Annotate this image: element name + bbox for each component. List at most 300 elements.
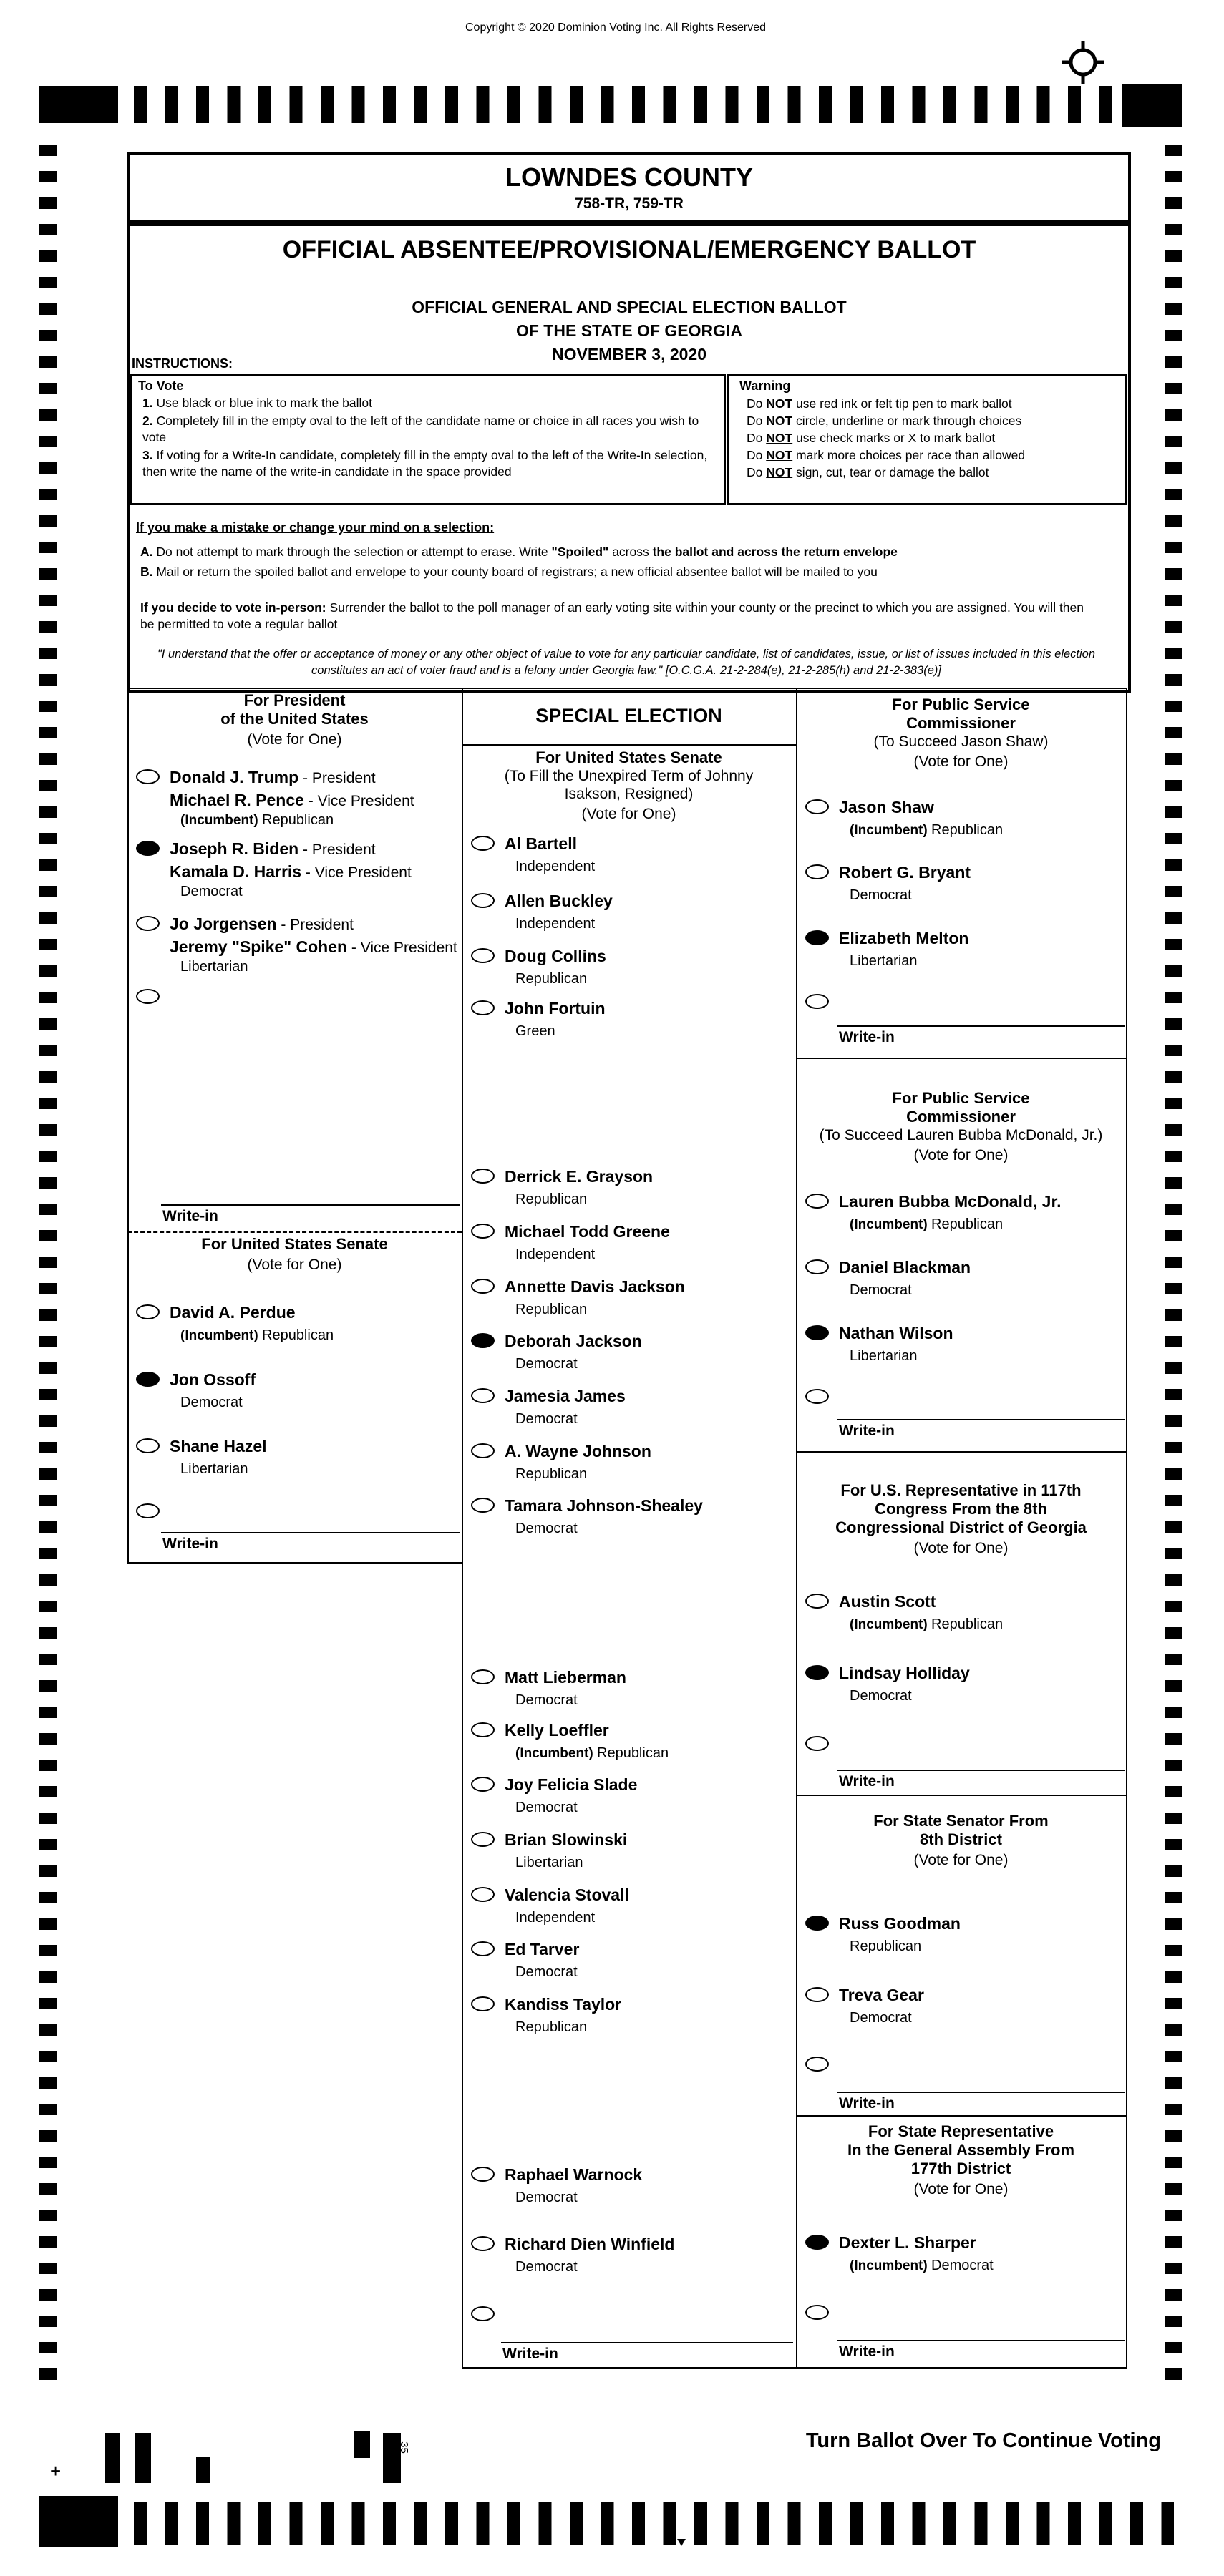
write-in-label: Write-in [839,2343,895,2360]
candidate-person-name: Jamesia James [505,1387,626,1405]
contest-title-line: For State Senator From [873,1812,1049,1830]
candidate-person-name: Elizabeth Melton [839,929,969,947]
candidate-person-name: Shane Hazel [170,1437,267,1455]
instructions-label: INSTRUCTIONS: [132,356,233,371]
candidate-role: - Vice President [303,793,414,809]
county-name: LOWNDES COUNTY [505,162,753,192]
candidate-oval[interactable] [136,769,160,784]
timing-column-left [39,145,57,2380]
candidate-name [505,1775,637,1797]
candidate-oval[interactable] [136,1372,160,1387]
timing-block-top-right [1122,84,1182,127]
candidate-oval[interactable] [471,1000,495,1015]
candidate-name [170,1302,296,1325]
text-segment: (Incumbent) [180,1328,262,1343]
write-in-label: Write-in [839,1029,895,1045]
text-segment: NOT [766,465,793,479]
candidate-name [505,1221,670,1244]
vote-for-instruction: (Vote for One) [581,806,676,822]
candidate-person-name: Daniel Blackman [839,1258,971,1277]
text-segment: (Incumbent) [515,1746,597,1761]
candidate-person-name: Jo Jorgensen [170,914,277,933]
party-label: Republican [597,1745,669,1761]
candidate-party [180,1392,243,1414]
candidate-oval[interactable] [805,1916,829,1931]
warning-line [747,395,1125,412]
write-in-line[interactable] [501,2342,793,2343]
contest-title-line: For U.S. Representative in 117th [840,1481,1082,1499]
party-label: Republican [515,1191,588,1207]
contest-subtitle-line: Isakson, Resigned) [564,786,694,802]
party-label: Libertarian [180,959,248,975]
text-segment: the ballot and across the return envelope [652,545,898,559]
party-label: Republican [515,1466,588,1482]
contest-title [130,691,459,748]
election-title-line2: OF THE STATE OF GEORGIA [515,321,743,340]
candidate-party [180,957,248,978]
candidate-name [505,1720,609,1743]
right-section-divider-1 [796,1058,1126,1059]
timing-row-bottom [134,2502,1174,2545]
right-section-divider-2 [796,1451,1126,1453]
candidate-person-name: Treva Gear [839,1986,924,2004]
candidate-party [515,2257,578,2278]
write-in-oval[interactable] [805,994,829,1009]
vote-for-instruction: (Vote for One) [913,753,1009,770]
contest-title [799,1481,1123,1557]
candidate-person-name: Jeremy "Spike" Cohen [170,937,348,956]
party-label: Libertarian [850,953,918,969]
contest-title-line: Commissioner [906,714,1016,732]
candidate-oval[interactable] [805,799,829,814]
candidate-name [505,1885,629,1908]
party-label: Democrat [180,1395,243,1410]
text-segment: Do [747,465,767,479]
candidate-party [515,1962,578,1984]
candidate-name [505,1830,627,1853]
special-election-banner-text: SPECIAL ELECTION [535,705,722,726]
candidate-person-name: Brian Slowinski [505,1830,628,1849]
president-section-divider [127,1231,462,1233]
candidate-oval[interactable] [471,1333,495,1348]
special-election-banner [463,689,795,744]
candidate-oval[interactable] [471,1722,495,1737]
text-segment: 2. [142,414,157,428]
precinct-codes: 758-TR, 759-TR [575,195,684,212]
candidate-name [505,998,606,1021]
candidate-oval[interactable] [136,916,160,931]
write-in-line[interactable] [161,1532,460,1533]
candidate-name [505,1496,703,1518]
candidate-oval[interactable] [805,1594,829,1609]
candidate-party [850,1936,921,1958]
mistake-line-b [140,564,1092,580]
party-label: Democrat [850,1282,912,1298]
candidate-party [515,1409,578,1430]
party-label: Independent [515,859,596,874]
candidate-party [180,1459,248,1480]
contest-title-line: For Public Service [892,1089,1030,1107]
candidate-party [515,2187,578,2209]
party-label: Democrat [515,1356,578,1372]
candidate-oval[interactable] [471,948,495,963]
candidate-name [505,2165,642,2187]
candidate-name [170,767,414,813]
write-in-line[interactable] [837,1770,1125,1771]
contest-title [799,2122,1123,2198]
write-in-oval[interactable] [805,2305,829,2320]
text-segment: Do [747,431,767,445]
mistake-heading: If you make a mistake or change your mind on a selection: [136,520,495,535]
candidate-oval[interactable] [471,1996,495,2011]
candidate-name [170,839,412,884]
text-segment: If you decide to vote in-person: [140,600,326,615]
text-segment: use red ink or felt tip pen to mark ballot [792,396,1012,411]
candidate-party [515,1189,587,1211]
alignment-arrow-icon [677,2539,686,2546]
vote-for-instruction: (Vote for One) [247,731,342,748]
write-in-label: Write-in [839,1423,895,1439]
candidate-oval[interactable] [471,1279,495,1294]
candidate-oval[interactable] [471,2236,495,2251]
candidate-person-name: Michael R. Pence [170,791,304,809]
candidate-person-name: Valencia Stovall [505,1885,629,1904]
stub-number: 35 [397,2441,410,2454]
candidate-person-name: Annette Davis Jackson [505,1277,685,1296]
election-date: NOVEMBER 3, 2020 [551,345,707,364]
text-segment: Mail or return the spoiled ballot and envelope to your county board of registrars; a new official absentee ballot will be mailed to you [152,565,878,579]
candidate-person-name: Lauren Bubba McDonald, Jr. [839,1192,1062,1211]
candidate-oval[interactable] [136,1304,160,1319]
warning-line [747,412,1125,429]
candidate-oval[interactable] [805,930,829,945]
candidate-party [515,1244,595,1266]
column-divider-1 [462,688,463,2368]
candidate-name [839,1591,936,1614]
candidate-oval[interactable] [471,1887,495,1902]
text-segment: circle, underline or mark through choices [792,414,1022,428]
timing-block-bottom-left [39,2496,118,2547]
write-in-line[interactable] [161,1204,460,1206]
candidate-name [839,1191,1062,1214]
candidate-oval[interactable] [805,1259,829,1274]
write-in-line[interactable] [837,1419,1125,1420]
candidate-person-name: Lindsay Holliday [839,1664,970,1682]
vote-for-instruction: (Vote for One) [913,1147,1009,1163]
stub-bar [135,2433,151,2483]
candidate-role: - Vice President [347,940,457,956]
to-vote-title: To Vote [138,379,184,393]
write-in-label: Write-in [162,1208,218,1224]
party-label: Republican [515,1302,588,1317]
text-segment: NOT [766,414,793,428]
stub-bar [105,2433,120,2483]
candidate-name [505,834,577,857]
candidate-name [505,891,613,914]
candidate-oval[interactable] [471,1224,495,1239]
candidate-oval[interactable] [471,893,495,908]
text-segment: (Incumbent) [850,1217,931,1232]
candidate-oval[interactable] [471,1443,495,1458]
contest-title [799,696,1123,771]
text-segment: (Incumbent) [180,813,262,828]
text-segment: Do not attempt to mark through the selection or attempt to erase. Write [152,545,552,559]
mistake-line-a [140,544,1092,560]
candidate-party [515,1853,583,1874]
candidate-person-name: Allen Buckley [505,892,613,910]
write-in-oval[interactable] [805,1389,829,1404]
write-in-line[interactable] [837,1025,1125,1027]
text-segment: Do [747,396,767,411]
candidate-oval[interactable] [471,1388,495,1403]
text-segment: "Spoiled" [551,545,609,559]
candidate-name-line [170,914,457,937]
contest-title-line: In the General Assembly From [847,2141,1075,2159]
candidate-oval[interactable] [471,1777,495,1792]
candidate-party [850,1346,918,1367]
write-in-oval[interactable] [136,1503,160,1518]
contest-title [799,1812,1123,1869]
candidate-oval[interactable] [805,1987,829,2002]
candidate-party [515,969,587,990]
text-segment: (Incumbent) [850,2258,931,2273]
candidate-person-name: Jason Shaw [839,798,934,816]
candidate-party [515,1743,669,1765]
vote-for-instruction: (Vote for One) [913,2181,1009,2197]
party-label: Democrat [515,1964,578,1980]
to-vote-box [130,374,726,505]
contest-title-line: Congressional District of Georgia [835,1518,1087,1536]
candidate-name [839,928,968,951]
candidate-person-name: Jon Ossoff [170,1370,256,1389]
candidate-person-name: Joseph R. Biden [170,839,299,858]
candidate-person-name: A. Wayne Johnson [505,1442,651,1460]
party-label: Independent [515,916,596,932]
candidate-person-name: Joy Felicia Slade [505,1775,638,1794]
party-label: Democrat [515,2190,578,2205]
candidate-person-name: Tamara Johnson-Shealey [505,1496,703,1515]
text-segment: Do [747,414,767,428]
write-in-line[interactable] [837,2092,1125,2093]
candidate-name [839,1257,971,1280]
write-in-oval[interactable] [136,989,160,1004]
party-label: Democrat [515,2259,578,2275]
party-label: Democrat [850,1688,912,1704]
vote-for-instruction: (Vote for One) [913,1852,1009,1868]
candidate-person-name: Doug Collins [505,947,606,965]
write-in-label: Write-in [839,1773,895,1790]
text-segment: Surrender the ballot to the poll manager of an early voting site within your county or the precinct to which you are assigned. You will then be permitted to vote a regular ballot [140,600,1084,631]
text-segment: 1. [142,396,157,410]
party-label: Democrat [515,1521,578,1536]
candidate-oval[interactable] [805,1665,829,1680]
candidate-person-name: Donald J. Trump [170,768,299,786]
warning-box [727,374,1127,505]
party-label: Democrat [850,2010,912,2026]
left-column-left-border [127,688,129,1563]
candidate-person-name: Austin Scott [839,1592,936,1611]
candidate-person-name: Al Bartell [505,834,577,853]
candidate-person-name: Kelly Loeffler [505,1721,609,1740]
candidate-name [839,797,934,820]
candidate-oval[interactable] [471,1169,495,1184]
candidate-party [180,1325,334,1347]
stub-bar [354,2431,370,2458]
candidate-person-name: Russ Goodman [839,1914,961,1933]
candidate-party [180,810,334,831]
party-label: Republican [262,1327,334,1343]
election-title [130,264,1128,366]
candidate-oval[interactable] [471,1669,495,1684]
contest-title [130,1235,459,1274]
candidate-name [170,914,457,960]
candidate-name [170,1436,267,1459]
candidate-oval[interactable] [471,1832,495,1847]
registration-crosshair-icon [1062,41,1104,84]
party-label: Libertarian [850,1348,918,1364]
candidate-person-name: Richard Dien Winfield [505,2235,675,2253]
candidate-oval[interactable] [805,2235,829,2250]
timing-column-right [1165,145,1182,2380]
candidate-party [515,1464,587,1485]
candidate-name [505,1667,626,1690]
party-label: Libertarian [515,1855,583,1870]
candidate-name [839,1985,924,2008]
text-segment: NOT [766,448,793,462]
vote-for-instruction: (Vote for One) [913,1540,1009,1556]
candidate-person-name: Derrick E. Grayson [505,1167,654,1186]
in-person-note [140,600,1092,633]
candidate-party [850,2255,994,2277]
party-label: Democrat [850,887,912,903]
candidate-oval[interactable] [471,1498,495,1513]
candidate-party [850,1214,1003,1236]
candidate-party [850,1614,1003,1636]
candidate-oval[interactable] [136,1438,160,1453]
contest-title-line: For President [243,691,346,709]
candidate-oval[interactable] [805,864,829,879]
election-title-line1: OFFICIAL GENERAL AND SPECIAL ELECTION BALLOT [412,298,847,316]
contest-title-line: 177th District [910,2160,1011,2177]
write-in-oval[interactable] [805,2057,829,2072]
contest-title-line: Commissioner [906,1108,1016,1126]
candidate-party [515,1021,555,1043]
write-in-oval[interactable] [471,2306,495,2321]
contest-title-line: Congress From the 8th [875,1500,1047,1518]
contest-title-line: For State Representative [868,2122,1054,2140]
candidate-name [505,1166,653,1189]
candidate-party [850,1686,912,1707]
contest-subtitle-line: (To Succeed Jason Shaw) [873,733,1049,750]
county-header-box [127,152,1131,223]
columns-bottom-border [462,2367,1127,2369]
candidate-person-name: Raphael Warnock [505,2165,643,2184]
registration-plus-icon: + [50,2460,62,2482]
write-in-label: Write-in [162,1536,218,1552]
candidate-party [515,914,595,935]
candidate-person-name: Michael Todd Greene [505,1222,670,1241]
candidate-name [505,1441,651,1464]
to-vote-item [142,447,718,480]
candidate-person-name: Robert G. Bryant [839,863,971,882]
party-label: Libertarian [180,1461,248,1477]
candidate-oval[interactable] [805,1194,829,1209]
candidate-person-name: David A. Perdue [170,1303,296,1322]
text-segment: A. [140,545,153,559]
contest-title-line: of the United States [220,710,369,728]
candidate-party [515,1797,578,1819]
candidate-role: - Vice President [301,864,412,881]
candidate-person-name: Kandiss Taylor [505,1995,622,2014]
candidate-oval[interactable] [471,1941,495,1956]
text-segment: Use black or blue ink to mark the ballot [156,396,373,410]
candidate-name [839,1913,961,1936]
candidate-oval[interactable] [471,836,495,851]
party-label: Republican [515,971,588,987]
vote-for-instruction: (Vote for One) [247,1257,342,1273]
contest-title [465,748,793,823]
candidate-name-line [170,767,414,790]
warning-title: Warning [739,379,791,393]
candidate-role: - President [298,841,376,858]
stub-bar [383,2433,401,2483]
candidate-name [839,862,971,885]
text-segment: (Incumbent) [850,823,931,838]
party-label: Independent [515,1246,596,1262]
legal-notice: "I understand that the offer or acceptance of money or any other object of value to vote for any particular candidate, list of candidates, issue, or list of issues included in this election constitutes an act of voter fraud and is a felony under Georgia law." [O.C.G.A. 21-2-284(e), 21-2-285(h) and 21-2-383(e)] [157,648,1096,677]
party-label: Republican [931,1216,1004,1232]
candidate-person-name: Ed Tarver [505,1940,580,1958]
contest-title [799,1089,1123,1164]
right-section-divider-4 [796,2115,1126,2117]
party-label: Republican [931,822,1004,838]
party-label: Democrat [180,884,243,899]
right-column-right-border [1126,688,1127,2368]
candidate-party [180,882,243,903]
contest-subtitle-line: (To Fill the Unexpired Term of Johnny [504,768,754,784]
timing-row-top [134,86,1112,123]
left-column-bottom-border [127,1562,463,1564]
warning-line [747,447,1125,464]
candidate-oval[interactable] [136,841,160,856]
turn-ballot-over-text: Turn Ballot Over To Continue Voting [805,2429,1161,2452]
candidate-party [515,1690,578,1712]
contest-title-line: For United States Senate [201,1235,388,1253]
text-segment: If voting for a Write-In candidate, completely fill in the empty oval to the left of the Write-In selection, then write the name of the write-in candidate in the space provided [142,448,708,479]
contest-subtitle-line: (To Succeed Lauren Bubba McDonald, Jr.) [819,1127,1103,1143]
ballot-type-title: OFFICIAL ABSENTEE/PROVISIONAL/EMERGENCY BALLOT [282,236,976,263]
candidate-party [850,1280,912,1302]
text-segment: mark more choices per race than allowed [792,448,1026,462]
candidate-name [170,1370,256,1392]
stub-bar [196,2457,210,2483]
special-banner-divider [462,744,796,746]
text-segment: (Incumbent) [850,1617,931,1632]
write-in-line[interactable] [837,2340,1125,2341]
to-vote-item [142,413,718,446]
candidate-oval[interactable] [471,2167,495,2182]
party-label: Democrat [931,2258,994,2273]
write-in-oval[interactable] [805,1736,829,1751]
contest-title-line: For United States Senate [535,748,722,766]
text-segment: NOT [766,396,793,411]
text-segment: NOT [766,431,793,445]
candidate-person-name: Dexter L. Sharper [839,2233,976,2252]
candidate-name [505,1994,621,2017]
candidate-oval[interactable] [805,1325,829,1340]
party-label: Democrat [515,1692,578,1708]
candidate-party [515,2017,587,2039]
